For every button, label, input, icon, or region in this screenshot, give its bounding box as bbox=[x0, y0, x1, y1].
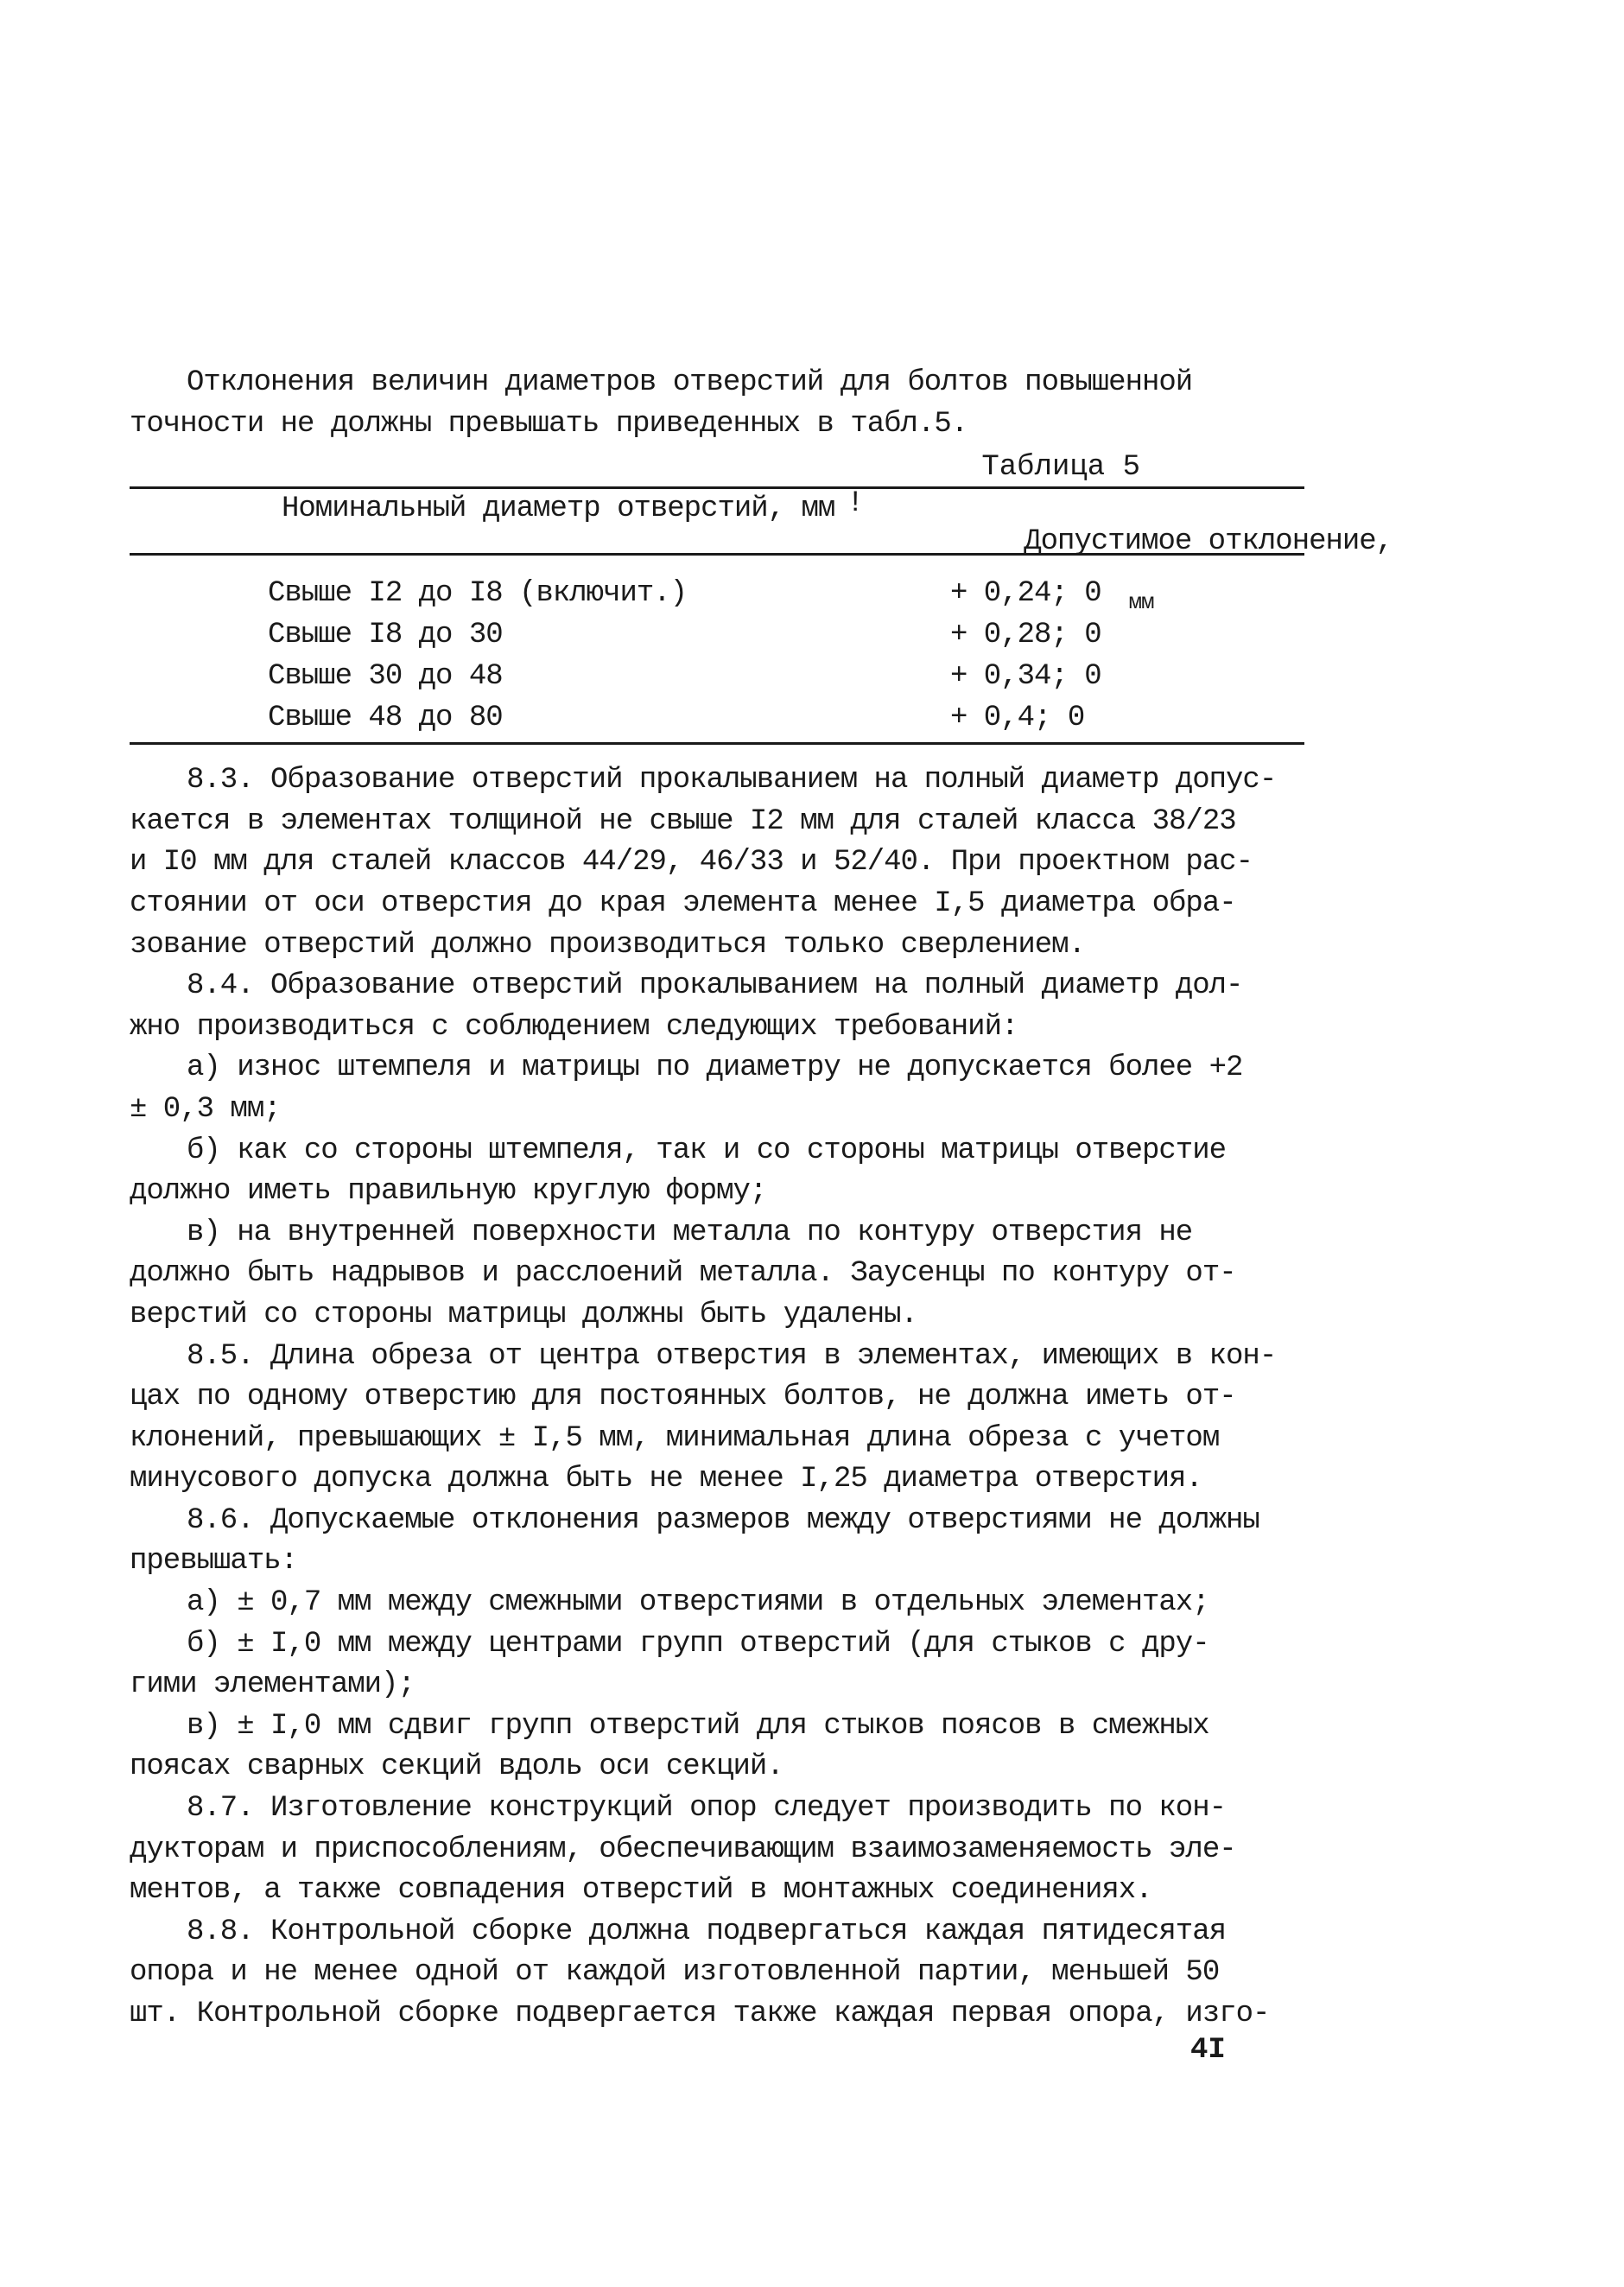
text-line: а) износ штемпеля и матрицы по диаметру не допускается более +2 bbox=[187, 1051, 1243, 1085]
page-number: 4I bbox=[1190, 2034, 1226, 2067]
text-line: и I0 мм для сталей классов 44/29, 46/33 и 52/40. При проектном рас- bbox=[130, 846, 1253, 880]
intro-line: Отклонения величин диаметров отверстий для болтов повышенной bbox=[187, 366, 1193, 399]
header-tolerance bbox=[890, 492, 1392, 679]
text-line: верстий со стороны матрицы должны быть удалены. bbox=[130, 1298, 917, 1331]
text-line: зование отверстий должно производиться только сверлением. bbox=[130, 928, 1085, 962]
row-range: Свыше I2 до I8 (включит.) bbox=[268, 577, 688, 611]
text-line: стоянии от оси отверстия до края элемента менее I,5 диаметра обра- bbox=[130, 886, 1236, 920]
header-tolerance-label: Допустимое отклонение, bbox=[1024, 525, 1393, 559]
text-line: дукторам и приспособлениям, обеспечивающим взаимозаменяемость эле- bbox=[130, 1833, 1236, 1866]
text-line: шт. Контрольной сборке подвергается также каждая первая опора, изго- bbox=[130, 1998, 1270, 2030]
table-caption: Таблица 5 bbox=[981, 451, 1140, 485]
text-line: 8.7. Изготовление конструкций опор следует производить по кон- bbox=[187, 1792, 1227, 1826]
text-line: должно быть надрывов и расслоений металла. Заусенцы по контуру от- bbox=[130, 1257, 1236, 1291]
text-line: кается в элементах толщиной не свыше I2 мм для сталей класса 38/23 bbox=[130, 804, 1236, 838]
text-line: минусового допуска должна быть не менее I,25 диаметра отверстия. bbox=[130, 1463, 1202, 1496]
text-line: цах по одному отверстию для постоянных болтов, не должна иметь от- bbox=[130, 1381, 1236, 1414]
text-line: должно иметь правильную круглую форму; bbox=[130, 1175, 767, 1209]
intro-paragraph bbox=[130, 363, 1304, 445]
text-line: б) ± I,0 мм между центрами групп отверстий (для стыков с дру- bbox=[187, 1627, 1209, 1661]
row-tolerance: + 0,4; 0 bbox=[950, 702, 1085, 735]
header-separator: ! bbox=[847, 487, 865, 521]
text-line: клонений, превышающих ± I,5 мм, минимальная длина обреза с учетом bbox=[130, 1421, 1220, 1455]
text-line: опора и не менее одной от каждой изготовленной партии, меньшей 50 bbox=[130, 1956, 1220, 1990]
text-line: поясах сварных секций вдоль оси секций. bbox=[130, 1750, 783, 1784]
text-line: в) на внутренней поверхности металла по контуру отверстия не bbox=[187, 1216, 1193, 1249]
row-tolerance: + 0,34; 0 bbox=[950, 660, 1101, 694]
tolerance-table bbox=[130, 486, 1393, 745]
text-line: 8.3. Образование отверстий прокалыванием на полный диаметр допус- bbox=[187, 764, 1277, 797]
row-tolerance: + 0,24; 0 bbox=[950, 577, 1101, 611]
text-line: ± 0,3 мм; bbox=[130, 1092, 281, 1126]
row-tolerance: + 0,28; 0 bbox=[950, 619, 1101, 652]
intro-line: точности не должны превышать приведенных в табл.5. bbox=[130, 407, 968, 441]
text-line: 8.4. Образование отверстий прокалыванием на полный диаметр дол- bbox=[187, 969, 1243, 1003]
row-range: Свыше 30 до 48 bbox=[268, 660, 503, 694]
text-line: жно производиться с соблюдением следующих требований: bbox=[130, 1010, 1018, 1044]
row-range: Свыше 48 до 80 bbox=[268, 702, 503, 735]
text-line: 8.6. Допускаемые отклонения размеров между отверстиями не должны bbox=[187, 1503, 1259, 1537]
text-line: гими элементами); bbox=[130, 1668, 415, 1702]
text-line: 8.8. Контрольной сборке должна подвергаться каждая пятидесятая bbox=[187, 1915, 1227, 1948]
row-range: Свыше I8 до 30 bbox=[268, 619, 503, 652]
text-line: б) как со стороны штемпеля, так и со стороны матрицы отверстие bbox=[187, 1134, 1227, 1167]
document-page bbox=[130, 363, 1393, 2036]
body-text bbox=[130, 760, 1304, 2035]
header-nominal-diameter: Номинальный диаметр отверстий, мм bbox=[282, 492, 835, 526]
table-row bbox=[130, 697, 1304, 739]
header-tolerance-unit: мм bbox=[1128, 589, 1154, 616]
text-line: 8.5. Длина обреза от центра отверстия в элементах, имеющих в кон- bbox=[187, 1339, 1277, 1373]
text-line: а) ± 0,7 мм между смежными отверстиями в отдельных элементах; bbox=[187, 1586, 1209, 1620]
text-line: в) ± I,0 мм сдвиг групп отверстий для стыков поясов в смежных bbox=[187, 1709, 1209, 1743]
text-line: ментов, а также совпадения отверстий в монтажных соединениях. bbox=[130, 1874, 1152, 1908]
text-line: превышать: bbox=[130, 1545, 298, 1579]
